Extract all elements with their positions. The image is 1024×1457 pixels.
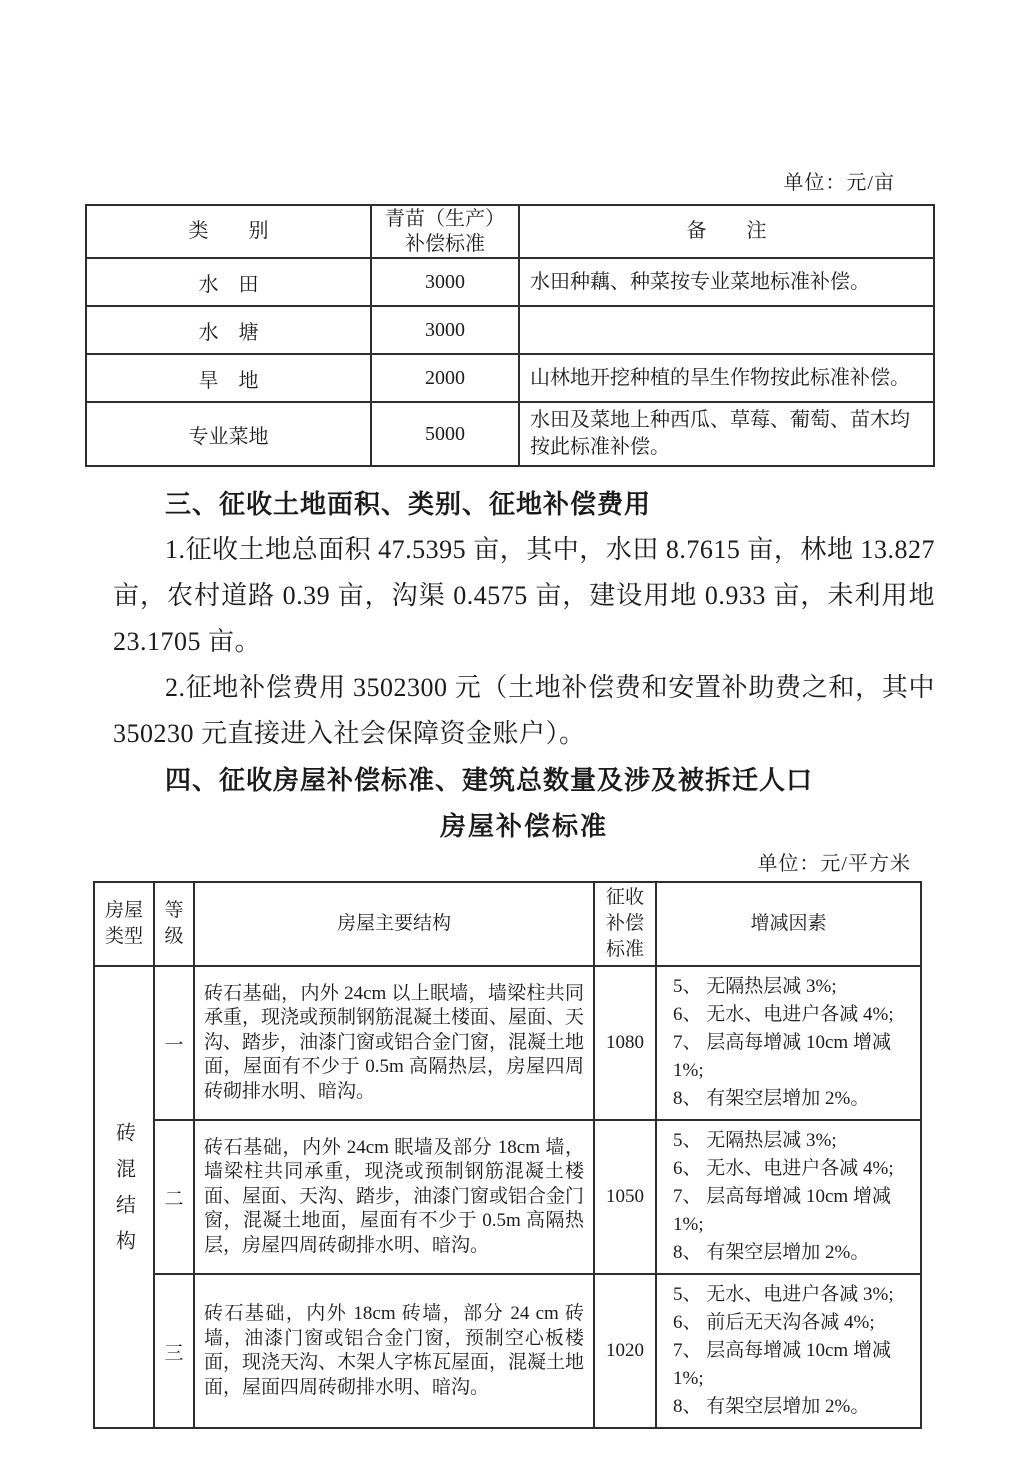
t2-header-grade: 等级 bbox=[154, 882, 194, 966]
table-row bbox=[94, 1274, 921, 1428]
t1-header-category: 类 别 bbox=[86, 205, 371, 258]
factor-line: 5、 无隔热层减 3%; bbox=[673, 976, 837, 997]
table-row bbox=[94, 966, 921, 1120]
t2-header-house-type: 房屋类型 bbox=[94, 882, 154, 966]
t1-standard: 3000 bbox=[371, 258, 519, 306]
t1-category: 水 田 bbox=[86, 258, 371, 306]
table-row bbox=[86, 258, 934, 306]
t1-header-note: 备 注 bbox=[519, 205, 934, 258]
t2-factors bbox=[656, 1120, 921, 1274]
t1-standard: 5000 bbox=[371, 402, 519, 466]
table-row bbox=[94, 1120, 921, 1274]
table-row bbox=[86, 354, 934, 402]
factor-line: 6、 前后无天沟各减 4%; bbox=[673, 1312, 875, 1333]
table1-unit-label: 单位：元/亩 bbox=[783, 172, 895, 194]
t2-grade: 二 bbox=[154, 1120, 194, 1274]
house-compensation-subtitle: 房屋补偿标准 bbox=[439, 811, 608, 841]
factor-line: 5、 无隔热层减 3%; bbox=[673, 1130, 837, 1151]
t2-structure: 砖石基础，内外 24cm 眠墙及部分 18cm 墙，墙梁柱共同承重，现浇或预制钢筋混凝土楼面、屋面、天沟、踏步，油漆门窗或铝合金门窗，混凝土地面，屋面有不少于 0.5m 高隔热层，房屋四周砖砌排水明、暗沟。 bbox=[194, 1120, 594, 1274]
document-content bbox=[85, 170, 933, 1429]
t1-category: 旱 地 bbox=[86, 354, 371, 402]
table-row bbox=[86, 402, 934, 466]
factor-line: 8、 有架空层增加 2%。 bbox=[673, 1088, 870, 1109]
t1-note bbox=[519, 306, 934, 354]
t1-header-standard-line1: 青苗（生产） bbox=[385, 207, 505, 230]
t2-structure: 砖石基础，内外 24cm 以上眠墙，墙梁柱共同承重，现浇或预制钢筋混凝土楼面、屋面、天沟、踏步，油漆门窗或铝合金门窗，混凝土地面，屋面有不少于 0.5m 高隔热层，房屋四周砖砌排水明、暗沟。 bbox=[194, 966, 594, 1120]
section-heading-3: 三、征收土地面积、类别、征地补偿费用 bbox=[165, 489, 652, 519]
t1-header-standard-line2: 补偿标准 bbox=[405, 232, 485, 255]
t2-header-factors: 增减因素 bbox=[656, 882, 921, 966]
t1-note: 山林地开挖种植的旱生作物按此标准补偿。 bbox=[519, 354, 934, 402]
section-heading-4: 四、征收房屋补偿标准、建筑总数量及涉及被拆迁人口 bbox=[165, 765, 814, 795]
t2-grade: 一 bbox=[154, 966, 194, 1120]
t2-structure: 砖石基础，内外 18cm 砖墙，部分 24 cm 砖墙，油漆门窗或铝合金门窗，预制空心板楼面，现浇天沟、木架人字栋瓦屋面，混凝土地面，屋面四周砖砌排水明、暗沟。 bbox=[194, 1274, 594, 1428]
house-type-vertical-label: 砖混结构 bbox=[112, 1122, 135, 1266]
t2-grade: 三 bbox=[154, 1274, 194, 1428]
paragraph-land-area: 1.征收土地总面积 47.5395 亩，其中，水田 8.7615 亩，林地 13.827 亩，农村道路 0.39 亩，沟渠 0.4575 亩，建设用地 0.933 亩，未利用地 23.1705 亩。 bbox=[113, 535, 935, 656]
factor-line: 7、 层高每增减 10cm 增减 1%; bbox=[673, 1032, 891, 1081]
t2-header-standard: 征收补偿标准 bbox=[594, 882, 656, 966]
t1-standard: 2000 bbox=[371, 354, 519, 402]
table-row bbox=[86, 306, 934, 354]
t2-factors bbox=[656, 966, 921, 1120]
factor-line: 8、 有架空层增加 2%。 bbox=[673, 1396, 870, 1417]
t1-note: 水田及菜地上种西瓜、草莓、葡萄、苗木均按此标准补偿。 bbox=[519, 402, 934, 466]
paragraph-compensation-fee: 2.征地补偿费用 3502300 元（土地补偿费和安置补助费之和，其中 350230 元直接进入社会保障资金账户）。 bbox=[113, 673, 935, 748]
t2-standard: 1020 bbox=[594, 1274, 656, 1428]
t1-category: 水 塘 bbox=[86, 306, 371, 354]
t2-standard: 1050 bbox=[594, 1120, 656, 1274]
t1-standard: 3000 bbox=[371, 306, 519, 354]
factor-line: 5、 无水、电进户各减 3%; bbox=[673, 1284, 894, 1305]
t1-category: 专业菜地 bbox=[86, 402, 371, 466]
t1-header-standard bbox=[371, 205, 519, 258]
t2-header-structure: 房屋主要结构 bbox=[194, 882, 594, 966]
factor-line: 7、 层高每增减 10cm 增减 1%; bbox=[673, 1340, 891, 1389]
crop-compensation-table bbox=[85, 204, 935, 467]
house-compensation-table bbox=[93, 881, 922, 1429]
t2-factors bbox=[656, 1274, 921, 1428]
t2-standard: 1080 bbox=[594, 966, 656, 1120]
table-header-row bbox=[86, 205, 934, 258]
factor-line: 6、 无水、电进户各减 4%; bbox=[673, 1158, 894, 1179]
factor-line: 7、 层高每增减 10cm 增减 1%; bbox=[673, 1186, 891, 1235]
factor-line: 8、 有架空层增加 2%。 bbox=[673, 1242, 870, 1263]
table-header-row bbox=[94, 882, 921, 966]
t2-house-type bbox=[94, 966, 154, 1428]
factor-line: 6、 无水、电进户各减 4%; bbox=[673, 1004, 894, 1025]
t1-note: 水田种藕、种菜按专业菜地标准补偿。 bbox=[519, 258, 934, 306]
table2-unit-label: 单位：元/平方米 bbox=[757, 853, 911, 875]
body-text bbox=[113, 481, 935, 849]
